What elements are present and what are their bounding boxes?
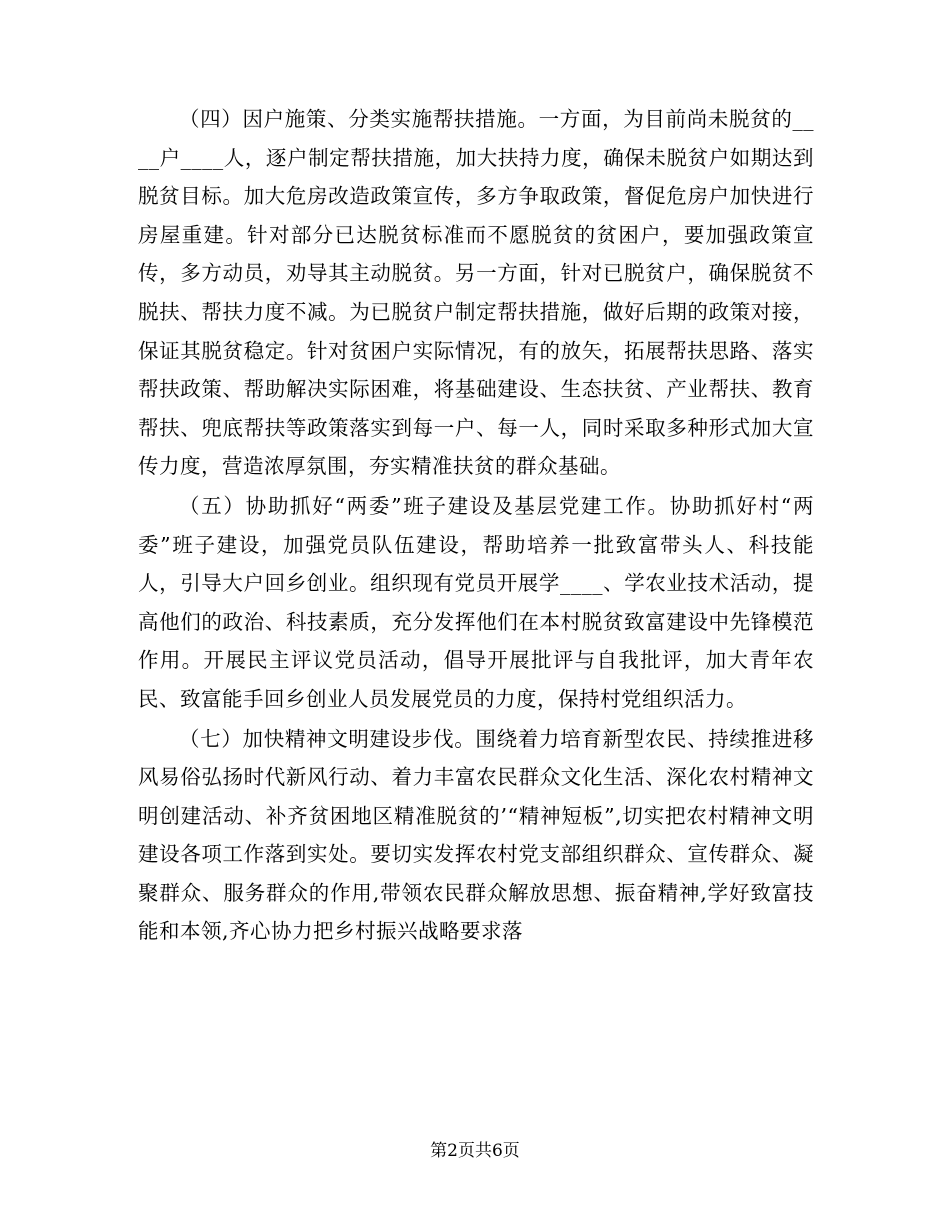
paragraph-section-7: （七）加快精神文明建设步伐。围绕着力培育新型农民、持续推进移风易俗弘扬时代新风行动、着力丰富农民群众文化生活、深化农村精神文明创建活动、补齐贫困地区精准脱贫的’“精神短板”,切实把农村精神文明建设各项工作落到实处。要切实发挥农村党支部组织群众、宣传群众、凝聚群众、服务群众的作用,带领农民群众解放思想、振奋精神,学好致富技能和本领,齐心协力把乡村振兴战略要求落 [138, 726, 814, 944]
paragraph-section-4: （四）因户施策、分类实施帮扶措施。一方面，为目前尚未脱贫的____户____人，逐户制定帮扶措施，加大扶持力度，确保未脱贫户如期达到脱贫目标。加大危房改造政策宣传，多方争取政策，督促危房户加快进行房屋重建。针对部分已达脱贫标准而不愿脱贫的贫困户，要加强政策宣传，多方动员，劝导其主动脱贫。另一方面，针对已脱贫户，确保脱贫不脱扶、帮扶力度不减。为已脱贫户制定帮扶措施，做好后期的政策对接，保证其脱贫稳定。针对贫困户实际情况，有的放矢，拓展帮扶思路、落实帮扶政策、帮助解决实际困难，将基础建设、生态扶贫、产业帮扶、教育帮扶、兜底帮扶等政策落实到每一户、每一人，同时采取多种形式加大宣传力度，营造浓厚氛围，夯实精准扶贫的群众基础。 [138, 107, 814, 479]
document-body [138, 100, 814, 952]
page-footer: 第2页共6页 [430, 1141, 520, 1161]
paragraph-section-5: （五）协助抓好“两委”班子建设及基层党建工作。协助抓好村“两委”班子建设，加强党员队伍建设，帮助培养一批致富带头人、科技能人，引导大户回乡创业。组织现有党员开展学____、学农业技术活动，提高他们的政治、科技素质，充分发挥他们在本村脱贫致富建设中先锋模范作用。开展民主评议党员活动，倡导开展批评与自我批评，加大青年农民、致富能手回乡创业人员发展党员的力度，保持村党组织活力。 [138, 493, 814, 711]
